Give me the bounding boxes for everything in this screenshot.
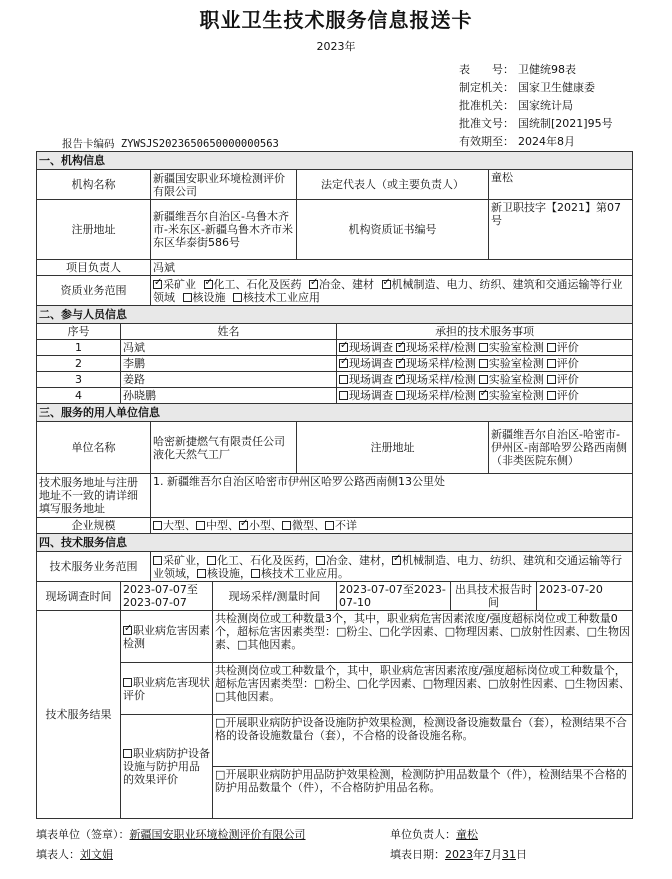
unit-address: 新疆维吾尔自治区-哈密市-伊州区-南部哈罗公路西南侧（非类医院东侧） — [489, 422, 633, 474]
checkbox-icon[interactable] — [233, 293, 242, 302]
size-option: 微型、 — [282, 519, 325, 532]
result-label: 技术服务结果 — [37, 611, 121, 819]
checkbox-icon[interactable] — [316, 556, 325, 565]
task-label: 现场采样/检测 — [406, 389, 476, 402]
scope-option: 冶金、建材， — [316, 554, 392, 567]
meta-row: 表 号： 卫健统98表 — [459, 63, 576, 76]
unit-head-value: 童松 — [456, 828, 478, 841]
table-row — [37, 356, 633, 372]
task-label: 现场调查 — [349, 357, 393, 370]
checkbox-icon[interactable] — [479, 343, 488, 352]
task-label: 现场采样/检测 — [406, 341, 476, 354]
task-label: 实验室检测 — [488, 357, 544, 370]
checkbox-icon[interactable] — [339, 375, 348, 384]
cert-number: 新卫职技字【2021】第07号 — [489, 200, 633, 260]
staff-no: 1 — [37, 340, 121, 356]
checkbox-icon[interactable] — [392, 556, 401, 565]
task-option — [479, 357, 544, 370]
checkbox-icon[interactable] — [282, 521, 291, 530]
checkbox-icon[interactable] — [251, 569, 260, 578]
scope-option: ✓ 采矿业 — [153, 278, 196, 291]
task-label: 现场采样/检测 — [406, 357, 476, 370]
form-meta — [459, 61, 613, 151]
checkbox-icon[interactable] — [339, 359, 348, 368]
section-1-title: 一、机构信息 — [37, 152, 633, 170]
col-header-task: 承担的技术服务事项 — [337, 324, 633, 340]
checkbox-icon[interactable] — [382, 280, 391, 289]
scope-option: ✓ 机械制造、电力、纺织、建筑和交通运输等行业领域， — [153, 554, 622, 580]
staff-no: 3 — [37, 372, 121, 388]
size-option: 中型、 — [196, 519, 239, 532]
pm-name: 冯斌 — [151, 260, 633, 276]
checkbox-icon[interactable] — [547, 343, 556, 352]
sampling-time: 2023-07-07至2023-07-10 — [337, 582, 451, 611]
size-option: 大型、 — [153, 519, 196, 532]
org-name-label: 机构名称 — [37, 170, 151, 200]
staff-name: 姜路 — [121, 372, 337, 388]
section-2-title: 二、参与人员信息 — [37, 306, 633, 324]
fill-unit: 填表单位（签章）：新疆国安职业环境检测评价有限公司 — [36, 828, 306, 841]
section-4-title: 四、技术服务信息 — [37, 534, 633, 552]
checkbox-icon[interactable] — [153, 280, 162, 289]
staff-tasks — [337, 340, 633, 356]
scope-option: ✓ 化工、石化及医药 — [204, 278, 302, 291]
task-option — [479, 341, 544, 354]
cert-label: 机构资质证书编号 — [297, 200, 489, 260]
task-label: 评价 — [556, 389, 579, 402]
filler: 填表人：刘文娟 — [36, 848, 113, 861]
checkbox-icon[interactable] — [183, 293, 192, 302]
task-option — [396, 341, 476, 354]
checkbox-icon[interactable] — [204, 280, 213, 289]
task-option — [396, 357, 476, 370]
checkbox-icon[interactable] — [339, 391, 348, 400]
task-label: 实验室检测 — [488, 341, 544, 354]
checkbox-icon[interactable] — [153, 556, 162, 565]
fill-date: 填表日期：2023年7月31日 — [390, 848, 527, 861]
task-option — [547, 389, 579, 402]
task-label: 实验室检测 — [488, 389, 544, 402]
staff-no: 2 — [37, 356, 121, 372]
result-detail: 共检测岗位或工种数量3个，其中，职业病危害因素浓度/强度超标岗位或工种数量0个，超标危害因素类型：□粉尘、□化学因素、□物理因素、□放射性因素、□生物因素、□其他因素。 — [213, 611, 633, 663]
survey-time: 2023-07-07至2023-07-07 — [121, 582, 213, 611]
checkbox-icon[interactable] — [239, 521, 248, 530]
task-label: 评价 — [556, 357, 579, 370]
unit-head: 单位负责人：童松 — [390, 828, 478, 841]
checkbox-icon[interactable] — [123, 678, 132, 687]
checkbox-icon[interactable] — [396, 391, 405, 400]
checkbox-icon[interactable] — [479, 391, 488, 400]
survey-time-label: 现场调查时间 — [37, 582, 121, 611]
scope-label: 资质业务范围 — [37, 276, 151, 306]
meta-row: 批准文号： 国统制[2021]95号 — [459, 117, 613, 130]
task-label: 评价 — [556, 373, 579, 386]
scope-option: 化工、石化及医药， — [207, 554, 316, 567]
legal-rep-label: 法定代表人（或主要负责人） — [297, 170, 489, 200]
task-option — [547, 341, 579, 354]
staff-no: 4 — [37, 388, 121, 404]
checkbox-icon[interactable] — [479, 359, 488, 368]
scope-option: ✓ 机械制造、电力、纺织、建筑和交通运输等行业领域 — [153, 278, 623, 304]
result-type: ✓职业病危害因素检测 — [121, 611, 213, 663]
scope-option: 核技术工业应用。 — [251, 567, 349, 580]
task-label: 现场调查 — [349, 389, 393, 402]
service-scope-label: 技术服务业务范围 — [37, 552, 151, 582]
company-size-options — [151, 518, 633, 534]
checkbox-icon[interactable] — [153, 521, 162, 530]
task-label: 现场调查 — [349, 373, 393, 386]
checkbox-icon[interactable] — [197, 569, 206, 578]
task-option — [547, 373, 579, 386]
checkbox-icon[interactable] — [396, 375, 405, 384]
task-option — [339, 373, 393, 386]
task-option — [396, 389, 476, 402]
task-option — [396, 373, 476, 386]
scope-option: ✓ 冶金、建材 — [309, 278, 374, 291]
checkbox-icon[interactable] — [123, 749, 132, 758]
checkbox-icon[interactable] — [123, 626, 132, 635]
sampling-time-label: 现场采样/测量时间 — [213, 582, 337, 611]
checkbox-icon[interactable] — [547, 391, 556, 400]
scope-option: 核设施， — [197, 567, 251, 580]
checkbox-icon[interactable] — [207, 556, 216, 565]
staff-name: 冯斌 — [121, 340, 337, 356]
result-detail: □开展职业病防护用品防护效果检测，检测防护用品数量个（件），检测结果不合格的防护用品数量个（件），不合格防护用品名称。 — [213, 767, 633, 819]
meta-row: 有效期至： 2024年8月 — [459, 135, 575, 148]
info-card-table — [36, 151, 633, 819]
unit-name-label: 单位名称 — [37, 422, 151, 474]
report-code: 报告卡编码 ZYWSJS2023650650000000563 — [62, 138, 279, 150]
staff-tasks — [337, 388, 633, 404]
staff-tasks — [337, 372, 633, 388]
meta-row: 批准机关： 国家统计局 — [459, 99, 573, 112]
report-time: 2023-07-20 — [537, 582, 633, 611]
service-scope-options — [151, 552, 633, 582]
result-detail: □开展职业病防护设备设施防护效果检测，检测设备设施数量台（套），检测结果不合格的设备设施数量台（套），不合格的设备设施名称。 — [213, 715, 633, 767]
company-size-label: 企业规模 — [37, 518, 151, 534]
scope-option: 核设施 — [183, 291, 226, 304]
task-option — [547, 357, 579, 370]
checkbox-icon[interactable] — [479, 375, 488, 384]
checkbox-icon[interactable] — [396, 359, 405, 368]
report-year: 2023年 — [316, 40, 356, 53]
scope-options — [151, 276, 633, 306]
page-title: 职业卫生技术服务信息报送卡 — [199, 8, 473, 32]
checkbox-icon[interactable] — [547, 359, 556, 368]
service-address-label: 技术服务地址与注册地址不一致的请详细填写服务地址 — [37, 474, 151, 518]
org-address-label: 注册地址 — [37, 200, 151, 260]
task-option — [339, 389, 393, 402]
unit-name: 哈密新捷燃气有限责任公司液化天然气工厂 — [151, 422, 297, 474]
result-type: 职业病防护设备设施与防护用品的效果评价 — [121, 715, 213, 819]
checkbox-icon[interactable] — [547, 375, 556, 384]
checkbox-icon[interactable] — [396, 343, 405, 352]
org-name: 新疆国安职业环境检测评价有限公司 — [151, 170, 297, 200]
task-label: 现场调查 — [349, 341, 393, 354]
task-label: 现场采样/检测 — [406, 373, 476, 386]
size-option: ✓ 小型、 — [239, 519, 282, 532]
table-row — [37, 372, 633, 388]
col-header-name: 姓名 — [121, 324, 337, 340]
task-label: 实验室检测 — [488, 373, 544, 386]
unit-address-label: 注册地址 — [297, 422, 489, 474]
task-label: 评价 — [556, 341, 579, 354]
table-row — [37, 388, 633, 404]
task-option — [339, 357, 393, 370]
pm-label: 项目负责人 — [37, 260, 151, 276]
report-time-label: 出具技术报告时间 — [451, 582, 537, 611]
task-option — [339, 341, 393, 354]
task-option — [479, 389, 544, 402]
legal-rep: 童松 — [489, 170, 633, 200]
size-option: 不详 — [325, 519, 357, 532]
result-type: 职业病危害现状评价 — [121, 663, 213, 715]
scope-option: 核技术工业应用 — [233, 291, 320, 304]
checkbox-icon[interactable] — [339, 343, 348, 352]
org-address: 新疆维吾尔自治区-乌鲁木齐市-米东区-新疆乌鲁木齐市米东区华泰街586号 — [151, 200, 297, 260]
result-detail: 共检测岗位或工种数量个，其中，职业病危害因素浓度/强度超标岗位或工种数量个，超标危害因素类型：□粉尘、□化学因素、□物理因素、□放射性因素、□生物因素、□其他因素。 — [213, 663, 633, 715]
staff-tasks — [337, 356, 633, 372]
scope-option: 采矿业， — [153, 554, 207, 567]
task-option — [479, 373, 544, 386]
col-header-no: 序号 — [37, 324, 121, 340]
service-address: 1. 新疆维吾尔自治区哈密市伊州区哈罗公路西南侧13公里处 — [151, 474, 633, 518]
section-3-title: 三、服务的用人单位信息 — [37, 404, 633, 422]
checkbox-icon[interactable] — [325, 521, 334, 530]
checkbox-icon[interactable] — [196, 521, 205, 530]
checkbox-icon[interactable] — [309, 280, 318, 289]
filler-value: 刘文娟 — [80, 848, 113, 861]
meta-row: 制定机关： 国家卫生健康委 — [459, 81, 595, 94]
table-row — [37, 340, 633, 356]
staff-name: 孙晓鹏 — [121, 388, 337, 404]
staff-name: 李鹏 — [121, 356, 337, 372]
fill-unit-value: 新疆国安职业环境检测评价有限公司 — [129, 828, 306, 841]
